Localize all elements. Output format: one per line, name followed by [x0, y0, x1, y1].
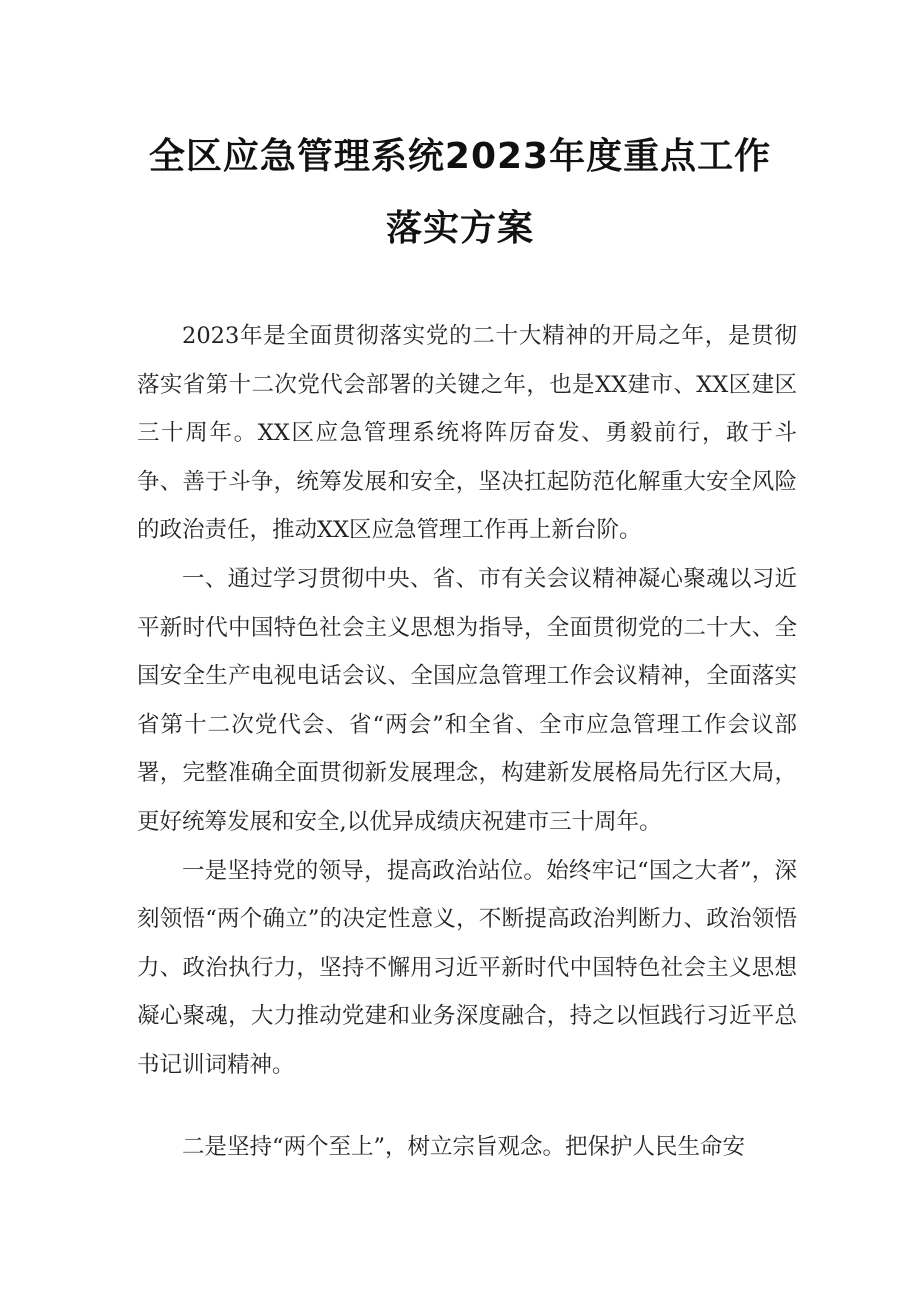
document-body [137, 312, 797, 1171]
document-title-line-1: 全区应急管理系统2023年度重点工作 [148, 136, 772, 177]
paragraph-point-two: 二是坚持“两个至上”，树立宗旨观念。把保护人民生命安 [182, 1133, 746, 1160]
paragraph-section-one: 一、通过学习贯彻中央、省、市有关会议精神凝心聚魂以习近平新时代中国特色社会主义思想为指导，全面贯彻党的二十大、全国安全生产电视电话会议、全国应急管理工作会议精神，全面落实省第十二次党代会、省“两会”和全省、全市应急管理工作会议部署，完整准确全面贯彻新发展理念，构建新发展格局先行区大局，更好统筹发展和安全,以优异成绩庆祝建市三十周年。 [137, 565, 797, 835]
paragraph-intro: 2023年是全面贯彻落实党的二十大精神的开局之年，是贯彻落实省第十二次党代会部署的关键之年，也是XX建市、XX区建区三十周年。XX区应急管理系统将阵厉奋发、勇毅前行，敢于斗争、善于斗争，统筹发展和安全，坚决扛起防范化解重大安全风险的政治责任，推动XX区应急管理工作再上新台阶。 [137, 323, 797, 544]
document-title-line-2: 落实方案 [385, 208, 534, 249]
paragraph-point-one: 一是坚持党的领导，提高政治站位。始终牢记“国之大者”，深刻领悟“两个确立”的决定性意义，不断提高政治判断力、政治领悟力、政治执行力，坚持不懈用习近平新时代中国特色社会主义思想凝心聚魂，大力推动党建和业务深度融合，持之以恒践行习近平总书记训词精神。 [137, 857, 797, 1078]
